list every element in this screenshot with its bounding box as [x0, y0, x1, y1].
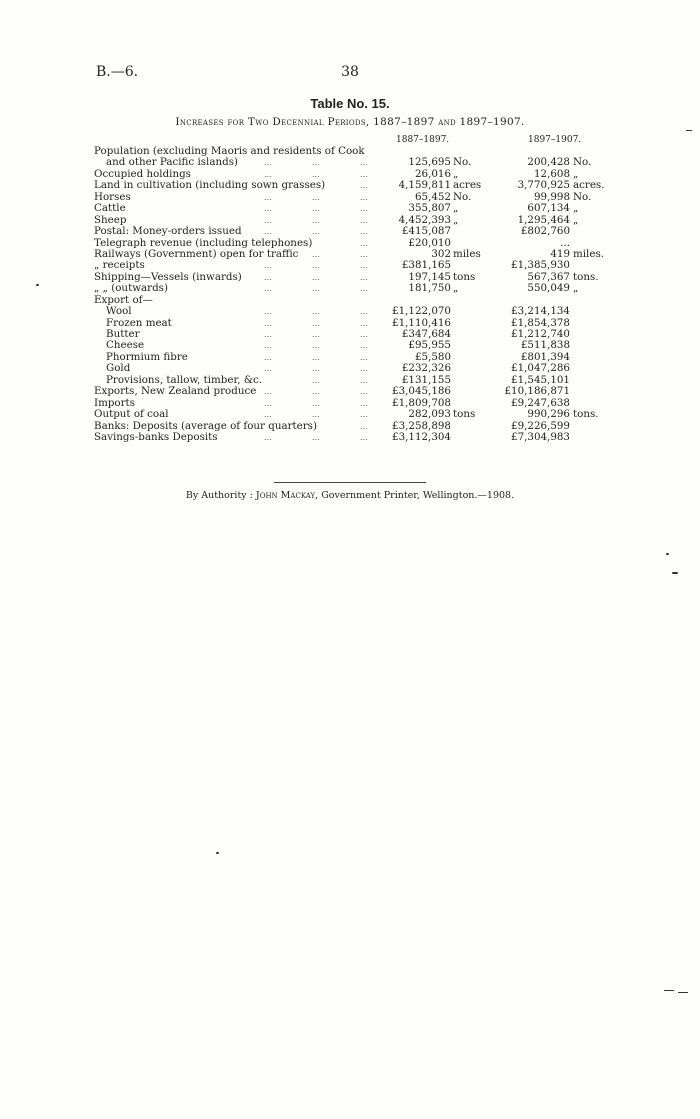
table-row	[0, 432, 700, 443]
row-unit: „	[453, 167, 459, 180]
row-value: £9,226,599	[511, 419, 570, 432]
scan-speck	[36, 284, 39, 286]
imprint-suffix: , Government Printer, Wellington.—1908.	[315, 490, 515, 501]
leader-dots: ... ... ...	[264, 204, 368, 214]
row-unit: acres	[453, 179, 482, 192]
page-number: 38	[341, 64, 359, 80]
row-value: 181,750	[408, 282, 451, 295]
leader-dots: ... ... ...	[264, 330, 368, 339]
row-label: „ „ (outwards)	[94, 282, 168, 295]
table-title: Table No. 15.	[310, 96, 390, 111]
table-row	[0, 203, 700, 214]
row-value: 355,807	[408, 202, 451, 215]
row-unit: miles	[453, 247, 481, 260]
leader-dots: ...	[360, 181, 368, 191]
row-value: £1,854,378	[511, 316, 570, 329]
leader-dots: ... ... ...	[264, 318, 368, 328]
row-value: £9,247,638	[511, 396, 570, 409]
row-label: Cheese	[106, 339, 145, 352]
leader-dots: ... ... ...	[264, 227, 368, 237]
column-header-1897-1907: 1897–1907.	[528, 135, 582, 145]
row-unit: tons.	[573, 408, 599, 421]
leader-dots: ... ... ...	[264, 387, 368, 397]
table-row	[0, 409, 700, 420]
leader-dots: ... ... ...	[264, 307, 368, 317]
row-label: Telegraph revenue (including telephones)	[94, 236, 313, 249]
table-subtitle: Increases for Two Decennial Periods, 1887–1897 and 1897–1907.	[175, 116, 525, 128]
row-value: 12,608	[533, 167, 570, 180]
row-label: Exports, New Zealand produce	[94, 385, 257, 398]
leader-dots: ...	[360, 421, 368, 431]
leader-dots: ... ... ...	[264, 215, 368, 225]
row-label: Horses	[94, 190, 131, 203]
row-value: £5,580	[414, 350, 451, 363]
row-value: £10,186,871	[504, 385, 570, 398]
row-unit: „	[573, 167, 579, 180]
row-value: 65,452	[414, 190, 451, 203]
row-label: Wool	[106, 305, 132, 318]
row-unit: „	[453, 282, 459, 295]
table-row	[0, 306, 700, 317]
table-row	[0, 295, 700, 306]
scan-speck	[666, 553, 669, 555]
document-reference: B.—6.	[96, 64, 139, 80]
leader-dots: ... ... ...	[264, 284, 368, 294]
row-value: 26,016	[414, 167, 451, 180]
imprint-footer	[0, 490, 700, 501]
table-row	[0, 146, 700, 157]
row-unit: „	[573, 282, 579, 295]
row-unit: „	[573, 202, 579, 215]
leader-dots: ... ... ...	[264, 192, 368, 202]
row-value: £131,155	[401, 373, 451, 386]
row-value: £415,087	[401, 225, 451, 238]
leader-dots: ... ... ...	[264, 169, 368, 179]
scan-speck	[678, 992, 688, 993]
row-value: 4,159,811	[398, 179, 451, 192]
table-row	[0, 363, 700, 374]
table-row	[0, 318, 700, 329]
row-value: £1,545,101	[511, 373, 570, 386]
row-value: 3,770,925	[517, 179, 570, 192]
row-value: £1,047,286	[511, 362, 570, 375]
row-unit: „	[453, 213, 459, 226]
row-unit: „	[573, 213, 579, 226]
footer-rule	[274, 482, 426, 483]
leader-dots: ... ... ...	[264, 432, 368, 442]
leader-dots: ... ... ...	[264, 410, 368, 420]
row-unit: tons	[453, 270, 476, 283]
statistics-table	[0, 146, 700, 443]
row-value: 990,296	[527, 408, 570, 421]
scan-speck	[216, 852, 219, 854]
row-value: £511,838	[520, 339, 570, 352]
row-value: 302	[431, 247, 451, 260]
row-value: 567,367	[527, 270, 570, 283]
row-value: £3,258,898	[392, 419, 451, 432]
leader-dots: ... ... ...	[264, 364, 368, 374]
leader-dots: ... ... ...	[264, 272, 368, 282]
row-label: and other Pacific islands)	[106, 156, 238, 169]
row-value: £7,304,983	[511, 430, 570, 443]
imprint-prefix: By Authority :	[185, 490, 253, 501]
row-unit: „	[453, 202, 459, 215]
row-value: £801,394	[520, 350, 570, 363]
row-value: £802,760	[520, 225, 570, 238]
printer-name: John Mackay	[255, 490, 316, 501]
leader-dots: ... ... ...	[264, 341, 368, 351]
row-label: Railways (Government) open for traffic	[94, 247, 299, 260]
row-value: 197,145	[408, 270, 451, 283]
table-row	[0, 386, 700, 397]
row-value: £1,385,930	[511, 259, 570, 272]
row-value: £1,212,740	[511, 328, 570, 340]
row-label: Occupied holdings	[94, 167, 191, 180]
row-value: £20,010	[408, 236, 451, 249]
row-value: 4,452,393	[398, 213, 451, 226]
row-label: Gold	[106, 362, 131, 375]
column-header-1887-1897: 1887–1897.	[396, 135, 450, 145]
row-label: Output of coal	[94, 408, 169, 421]
row-value: 607,134	[527, 202, 570, 215]
row-value: 99,998	[533, 190, 570, 203]
row-label: Imports	[94, 396, 135, 409]
row-label: „ receipts	[94, 259, 145, 272]
row-value: ...	[560, 236, 570, 249]
row-value: 550,049	[527, 282, 570, 295]
row-value: £232,326	[401, 362, 451, 375]
row-label: Provisions, tallow, timber, &c.	[106, 373, 263, 386]
row-label: Frozen meat	[106, 316, 172, 329]
leader-dots: ... ... ...	[264, 158, 368, 168]
row-unit: No.	[453, 190, 472, 203]
row-label: Postal: Money-orders issued	[94, 225, 242, 238]
row-label: Savings-banks Deposits	[94, 430, 218, 443]
row-value: £3,214,134	[511, 305, 570, 318]
table-row	[0, 352, 700, 363]
row-value: £1,110,416	[392, 316, 451, 329]
row-value: £1,809,708	[392, 396, 451, 409]
row-value: £347,684	[401, 328, 451, 340]
row-value: £381,165	[401, 259, 451, 272]
row-value: 282,093	[408, 408, 451, 421]
table-row	[0, 283, 700, 294]
row-value: 419	[550, 247, 570, 260]
table-row	[0, 340, 700, 351]
leader-dots: ... ...	[312, 249, 368, 259]
row-label: Phormium fibre	[106, 350, 188, 363]
row-value: 125,695	[408, 156, 451, 169]
row-label: Population (excluding Maoris and residents of Cook	[94, 145, 365, 157]
row-label: Butter	[106, 328, 140, 340]
row-value: 1,295,464	[517, 213, 570, 226]
scan-speck	[672, 572, 678, 574]
row-value: £1,122,070	[392, 305, 451, 318]
leader-dots: ...	[360, 238, 368, 248]
row-value: 200,428	[527, 156, 570, 169]
row-label: Banks: Deposits (average of four quarters)	[94, 419, 317, 432]
row-unit: tons	[453, 408, 476, 421]
leader-dots: ... ...	[312, 375, 368, 385]
scan-speck	[664, 990, 674, 991]
row-unit: miles.	[573, 247, 605, 260]
table-row	[0, 226, 700, 237]
row-label: Export of—	[94, 293, 153, 306]
row-unit: tons.	[573, 270, 599, 283]
row-value: £95,955	[408, 339, 451, 352]
table-row	[0, 329, 700, 340]
leader-dots: ... ... ...	[264, 261, 368, 271]
leader-dots: ... ... ...	[264, 398, 368, 408]
row-unit: No.	[453, 156, 472, 169]
row-unit: acres.	[573, 179, 605, 192]
row-label: Cattle	[94, 202, 126, 215]
page-header	[0, 64, 700, 84]
row-label: Shipping—Vessels (inwards)	[94, 270, 242, 283]
leader-dots: ... ... ...	[264, 352, 368, 362]
row-label: Sheep	[94, 213, 127, 226]
row-value: £3,045,186	[392, 385, 451, 398]
row-value: £3,112,304	[392, 430, 451, 443]
row-unit: No.	[573, 190, 592, 203]
scan-speck	[686, 130, 692, 131]
row-label: Land in cultivation (including sown grasses)	[94, 179, 326, 192]
row-unit: No.	[573, 156, 592, 169]
